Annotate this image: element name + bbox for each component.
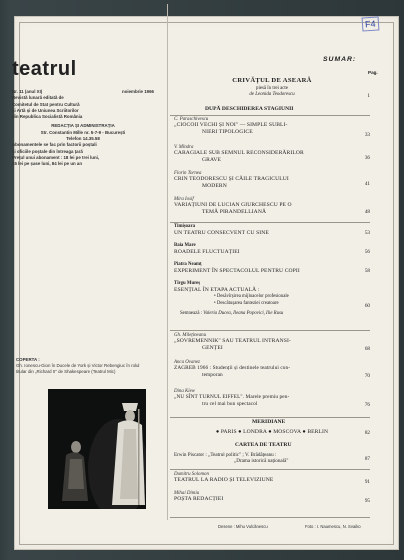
entry-title-cont: tru cel mai bun spectacol [202,401,258,408]
publisher-line: Comitetul de Stat pentru Cultură [12,101,80,107]
entry-page: 70 [364,373,370,379]
entry-author: V. Mîndra [174,145,194,150]
cover-photo [48,389,146,509]
entry-title: VARIAȚIUNI DE LUCIAN GIURCHESCU PE O [174,202,292,208]
contents-entry [174,281,370,317]
contents-title: SUMAR: [323,56,357,63]
entry-title: ROADELE FLUCTUAȚIEI [174,249,240,256]
entry-page: 76 [364,402,370,408]
magazine-logo: teatrul [12,58,77,80]
cover-text: Gh. Ionescu-Gion în Ducele de York și Victor Rebengiuc în rolul titular din „Richard II" de Shakespeare (Teatrul Mic) [16,363,140,375]
entry-page: 1 [367,93,370,99]
entry-title: POȘTA REDACȚIEI [174,496,224,502]
entry-title: ESENȚIAL ÎN ETAPA ACTUALĂ : [174,287,260,294]
section-heading: CARTEA DE TEATRU [235,442,292,448]
entry-page: 56 [364,249,370,255]
entry-page: 68 [364,346,370,352]
entry-page: 58 [364,268,370,274]
divider [170,417,370,418]
contents-entry [174,472,370,484]
entry-city: Baia Mare [174,243,196,248]
contents-entry [174,389,370,408]
entry-bullet: • Descătușarea fanteziei creatoare [214,300,279,306]
entry-page: 48 [364,209,370,215]
office-address: Str. Constantin Mille nr. 5-7-9 - București [40,129,126,135]
entry-author: Dumitru Solomon [174,472,209,477]
divider [170,330,370,331]
entry-author: Dina Kiew [174,389,196,394]
entry-title: „NU SÎNT TURNUL EIFFEL". Marele premiu pen- [174,394,290,400]
entry-title-cont: NIERI TIPOLOGICE [202,129,253,136]
entry-author: Gh. Milețineanu [174,333,207,338]
entry-author: Florin Tornea [174,171,202,176]
entry-city: Timișoara [174,224,195,229]
entry-page: 33 [364,132,370,138]
entry-title: CRIN TEODORESCU ȘI CĂILE TRAGICULUI [174,176,289,182]
entry-page: 87 [364,456,370,462]
entry-author: C. Paraschivescu [174,117,209,122]
entry-title-cont: temporan [202,372,223,379]
stage-photo-illustration [48,389,146,509]
entry-bullet: • Desăvîrșirea mijloacelor profesionale [214,294,289,300]
entry-page: 53 [364,230,370,236]
office-phone: Telefon 14.35.58 [66,136,100,142]
entry-subtitle: piesă în trei acte [256,86,288,91]
contents-entry [174,429,370,436]
entry-title: ZAGREB 1966 : Studenții și destinele teatrului con- [174,365,291,371]
publisher-line: și Artă și de Uniunea Scriitorilor [12,107,79,113]
entry-page: 95 [364,498,370,504]
contents-entry [174,452,370,464]
contents-entry [174,145,370,164]
divider [170,517,370,518]
subscription-line: Abonamentele se fac prin factorii poștali [12,142,97,148]
entry-page: 36 [364,155,370,161]
contents-entry [174,262,370,275]
cover-heading: COPERTA : [16,357,40,362]
subscription-line: și oficiile poștale din întreaga țară [12,148,83,154]
office-heading: REDACȚIA ȘI ADMINISTRAȚIA [51,123,115,129]
entry-title: CRIVĂȚUL DE ASEARĂ [232,77,312,84]
entry-city: Tîrgu Mureș [174,281,201,286]
entry-page: 60 [364,303,370,309]
contents-entry [174,333,370,352]
contents-entry [174,117,370,136]
footer-photos: Foto : I. Naumescu, N. Svaiko [305,524,361,529]
contents-entry [174,77,370,97]
entry-title: EXPERIMENT ÎN SPECTACOLUL PENTRU COPII [174,268,300,275]
publisher-line: Revistă lunară editată de [12,95,64,101]
divider [170,469,370,470]
meridiane-cities: ● PARIS ● LONDRA ● MOSCOVA ● BERLIN [215,429,329,435]
entry-author: Mira Iosif [174,197,194,202]
entry-author: Mihai Dimiu [174,491,200,496]
entry-title-cont: TEMĂ PIRANDELLIANĂ [202,209,267,216]
contents-entry [174,491,370,503]
cover-caption [16,357,140,376]
entry-title-cont: MODERN [202,183,227,190]
entry-title: „CIOCOII VECHI ȘI NOI" — SIMPLE SUBLI- [174,122,288,128]
entry-title: UN TEATRU CONSECVENT CU SINE [174,230,269,237]
entry-title: „SOVREMENNIK" SAU TEATRUL INTRANSI- [174,338,291,344]
entry-title: CARAGIALE SUB SEMNUL RECONSIDERĂRILOR [174,150,304,156]
issue-date: noiembrie 1966 [122,89,154,94]
section-heading: DUPĂ DESCHIDEREA STAGIUNII [205,106,294,112]
entry-page: 82 [364,430,370,436]
contents-entry [174,360,370,379]
entry-title-cont: GRAVE [202,157,222,164]
divider [170,222,370,223]
entry-author: Anca Ovanez [174,360,200,365]
contents-entry [174,197,370,216]
issue-number: Nr. 11 (anul XI) [12,89,43,94]
contents-entry [174,171,370,190]
entry-page: 41 [364,181,370,187]
page-column-label: Pag. [368,70,378,75]
footer-drawings: Desene : Mihu Vulcănescu [218,524,268,529]
signers-names: Valeria Ducea, Ileana Popovici, Ilie Rusu [203,310,284,316]
entry-title: TEATRUL LA RADIO ȘI TELEVIZIUNE [174,477,274,483]
masthead-info [12,89,154,168]
handwritten-mark: F4 [362,16,379,31]
entry-title-cont: „Drama istorică națională" [234,458,289,465]
divider [170,115,370,116]
contents-entry [174,224,370,237]
signers-label: Semnează : [180,310,202,316]
contents-entry [174,243,370,256]
subscription-line: Prețul unui abonament : 18 lei pe trei luni, [12,154,100,160]
entry-author: de Leonida Teodorescu [249,92,295,97]
entry-title-cont: GENȚEI [202,345,223,352]
publisher-line: din Republica Socialistă România [12,114,83,120]
entry-title: Erwin Piscator : „Teatrul politic" ; V. Brădățeanu : [174,452,277,458]
entry-page: 91 [364,479,370,485]
subscription-line: 45 lei pe șase luni, 84 lei pe un an [12,161,83,167]
entry-city: Piatra Neamț [174,262,202,267]
section-heading: MERIDIANE [252,419,286,425]
